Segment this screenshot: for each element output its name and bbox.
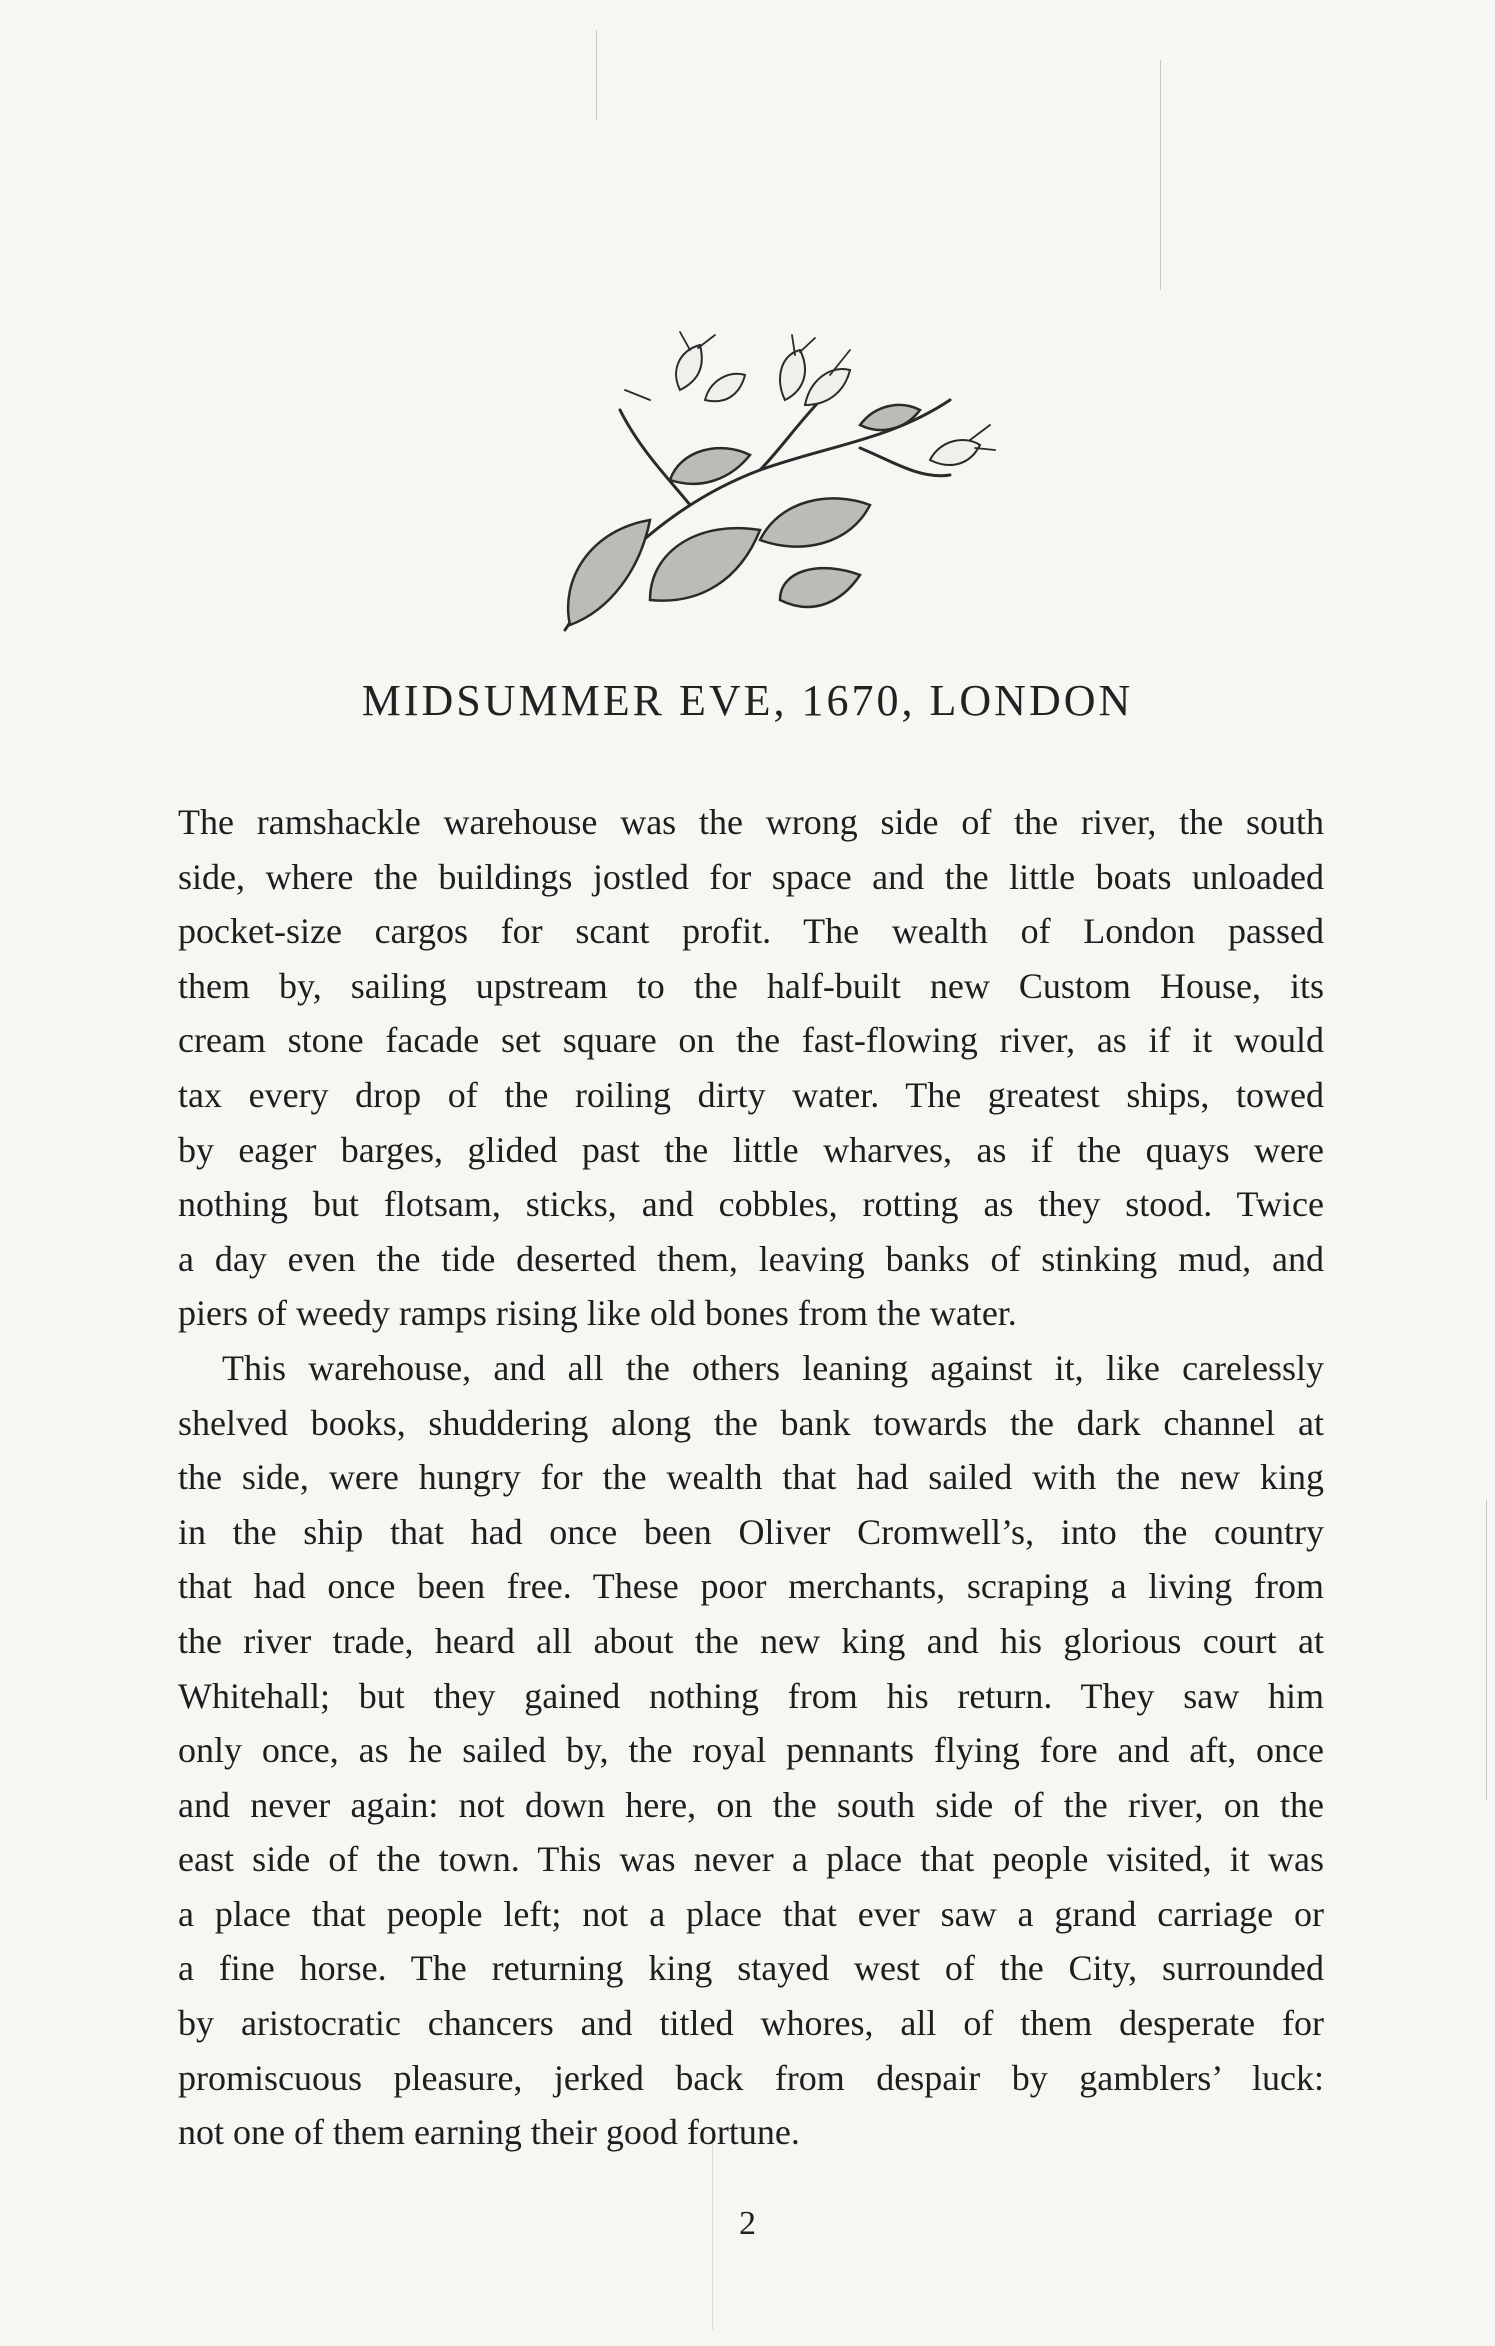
text-line: the side, were hungry for the wealth that had sailed with the new king [178, 1457, 1324, 1498]
text-line: not one of them earning their good fortune. [178, 2112, 800, 2153]
text-line: The ramshackle warehouse was the wrong side of the river, the south [178, 802, 1324, 842]
text-line: in the ship that had once been Oliver Cromwell’s, into the country [178, 1511, 1324, 1552]
text-line: piers of weedy ramps rising like old bones from the water. [178, 1293, 1017, 1334]
text-line: pocket-size cargos for scant profit. The wealth of London passed [178, 911, 1324, 952]
scan-artifact [1160, 60, 1161, 290]
text-line: a place that people left; not a place that ever saw a grand carriage or [178, 1893, 1324, 1934]
scan-artifact [596, 30, 597, 120]
text-line: east side of the town. This was never a place that people visited, it was [178, 1839, 1324, 1880]
text-line: them by, sailing upstream to the half-built new Custom House, its [178, 965, 1324, 1006]
text-line: cream stone facade set square on the fast-flowing river, as if it would [178, 1020, 1324, 1061]
text-line: by eager barges, glided past the little wharves, as if the quays were [178, 1129, 1324, 1170]
honeysuckle-ornament-icon [530, 330, 1000, 640]
text-line: by aristocratic chancers and titled whores, all of them desperate for [178, 2003, 1324, 2044]
scan-artifact [1486, 1500, 1487, 1800]
text-line: only once, as he sailed by, the royal pennants flying fore and aft, once [178, 1730, 1324, 1771]
text-line: a day even the tide deserted them, leaving banks of stinking mud, and [178, 1238, 1324, 1279]
text-line: side, where the buildings jostled for space and the little boats unloaded [178, 856, 1324, 897]
chapter-title: MIDSUMMER EVE, 1670, LONDON [361, 676, 1134, 725]
text-line: a fine horse. The returning king stayed west of the City, surrounded [178, 1948, 1324, 1989]
text-line: the river trade, heard all about the new king and his glorious court at [178, 1620, 1324, 1661]
paragraph-2 [178, 1341, 1324, 2160]
text-line: tax every drop of the roiling dirty water. The greatest ships, towed [178, 1074, 1324, 1115]
paragraph-1 [178, 795, 1324, 1341]
text-line: that had once been free. These poor merchants, scraping a living from [178, 1566, 1324, 1607]
body-text [178, 795, 1324, 2160]
text-line: nothing but flotsam, sticks, and cobbles, rotting as they stood. Twice [178, 1184, 1324, 1225]
text-line: This warehouse, and all the others leaning against it, like carelessly [222, 1347, 1324, 1388]
text-line: promiscuous pleasure, jerked back from despair by gamblers’ luck: [178, 2057, 1324, 2098]
text-line: shelved books, shuddering along the bank towards the dark channel at [178, 1402, 1324, 1443]
page-number: 2 [739, 2205, 756, 2242]
text-line: Whitehall; but they gained nothing from his return. They saw him [178, 1675, 1324, 1716]
text-line: and never again: not down here, on the south side of the river, on the [178, 1784, 1324, 1825]
